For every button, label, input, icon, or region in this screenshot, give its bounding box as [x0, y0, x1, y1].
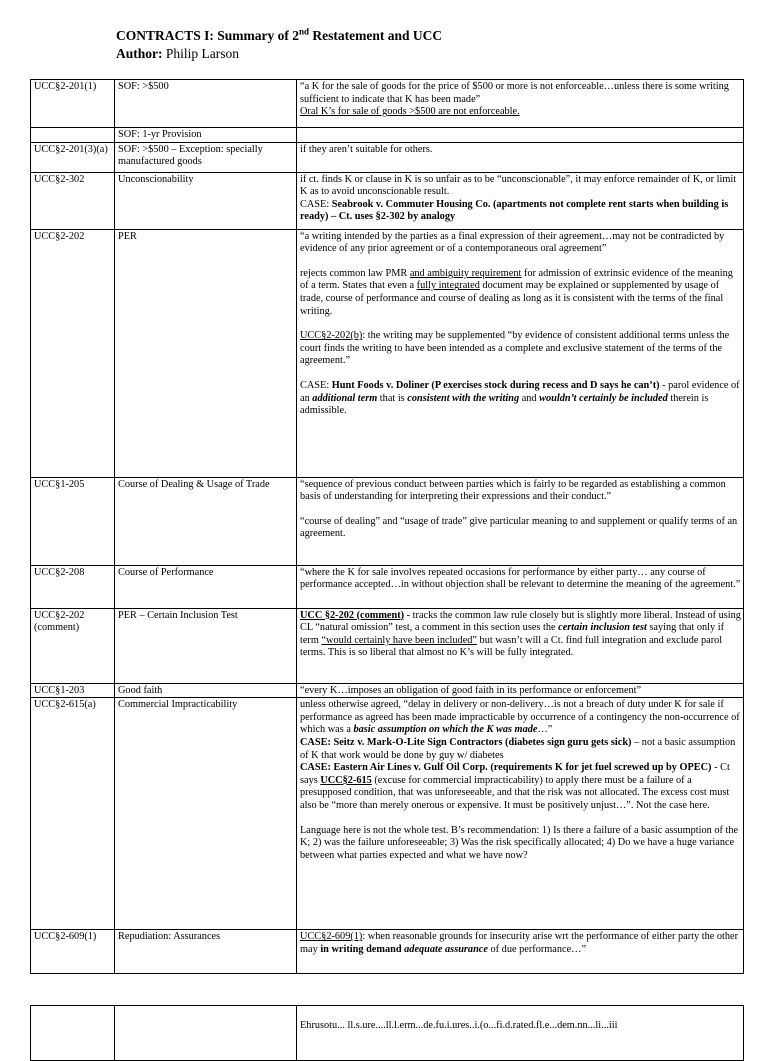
description-cell: “every K…imposes an obligation of good faith in its performance or enforcement” [297, 683, 744, 698]
code-cell: UCC§2-202 [31, 229, 115, 477]
table-row [31, 608, 744, 683]
description-cell: “a writing intended by the parties as a final expression of their agreement…may not be contradicted by evidence of any prior agreement or of a contemporaneous oral agreement” rejects common law PMR and ambiguity requirement for admission of extrinsic evidence of the meaning of a term. States that even a fully integrated document may be explained or supplemented by usage of trade, course of performance and course of dealing as long as it is consistent with the terms of the final writing. UCC§2-202(b): the writing may be supplemented “by evidence of consistent additional terms unless the court finds the writing to have been intended as a complete and exclusive statement of the terms of the agreement.” CASE: Hunt Foods v. Doliner (P exercises stock during recess and D says he can’t) - parol evidence of an additional term that is consistent with the writing and wouldn’t certainly be included therein is admissible. [297, 229, 744, 477]
topic-cell [115, 1006, 297, 1061]
table-row [31, 1006, 744, 1061]
table-row [31, 565, 744, 608]
topic-cell: Course of Dealing & Usage of Trade [115, 477, 297, 565]
table-row [31, 142, 744, 172]
description-cell: if ct. finds K or clause in K is so unfair as to be “unconscionable”, it may enforce remainder of K, or limit K as to avoid unconscionable result. CASE: Seabrook v. Commuter Housing Co. (apartments not complete rent starts when building is ready) – Ct. uses §2-302 by analogy [297, 172, 744, 229]
code-cell: UCC§2-615(a) [31, 698, 115, 930]
topic-cell: Good faith [115, 683, 297, 698]
table-row [31, 172, 744, 229]
table-row [31, 80, 744, 128]
table-row [31, 128, 744, 143]
topic-cell: SOF: >$500 [115, 80, 297, 128]
topic-cell: Unconscionability [115, 172, 297, 229]
topic-cell: SOF: 1-yr Provision [115, 128, 297, 143]
code-cell: UCC§2-202 (comment) [31, 608, 115, 683]
description-cell: unless otherwise agreed, “delay in delivery or non-delivery…is not a breach of duty under K for sale if performance as agreed has been made impracticable by occurrence of a contingency the non-occurrence of which was a basic assumption on which the K was made…” CASE: Seitz v. Mark-O-Lite Sign Contractors (diabetes sign guru gets sick) – not a basic assumption of K that work would be done by guy w/ diabetes CASE: Eastern Air Lines v. Gulf Oil Corp. (requirements K for jet fuel screwed up by OPEC) - Ct says UCC§2-615 (excuse for commercial impracticability) to apply there must be a failure of a presupposed condition, that was unforeseeable, and that the risk was not allocated. The excess cost must also be “more than merely onerous or expensive. It must be positively unjust…”. Not the case here. Language here is not the whole test. B’s recommendation: 1) Is there a failure of a basic assumption of the K; 2) was the failure unforeseeable; 3) Was the risk specifically allocated; 4) Do we have a huge variance between what parties expected and what we have now? [297, 698, 744, 930]
code-cell: UCC§2-201(1) [31, 80, 115, 128]
code-cell: UCC§2-302 [31, 172, 115, 229]
topic-cell: Repudiation: Assurances [115, 930, 297, 974]
code-cell: UCC§2-208 [31, 565, 115, 608]
description-cell: “sequence of previous conduct between parties which is fairly to be regarded as establishing a common basis of understanding for interpreting their expressions and their conduct.” “course of dealing” and “usage of trade” give particular meaning to and supplement or qualify terms of an agreement. [297, 477, 744, 565]
description-cell: “where the K for sale involves repeated occasions for performance by either party… any course of performance accepted…in without objection shall be relevant to determine the meaning of the agreement.” [297, 565, 744, 608]
table-row [31, 477, 744, 565]
document-title: CONTRACTS I: Summary of 2nd Restatement and UCC [116, 26, 443, 43]
topic-cell: SOF: >$500 – Exception: specially manufactured goods [115, 142, 297, 172]
code-cell: UCC§1-205 [31, 477, 115, 565]
table-row [31, 930, 744, 974]
description-cell: Ehrusotu... ll.s.ure....ll.l.erm...de.fu.i.ures..i.(o...fi.d.rated.fl.e...dem.nn...li...iii [297, 1006, 744, 1061]
topic-cell: Course of Performance [115, 565, 297, 608]
code-cell: UCC§2-609(1) [31, 930, 115, 974]
topic-cell: PER [115, 229, 297, 477]
table-row [31, 229, 744, 477]
description-cell: “a K for the sale of goods for the price of $500 or more is not enforceable…unless there is some writing sufficient to indicate that K has been made” Oral K’s for sale of goods >$500 are not enforceable. [297, 80, 744, 128]
topic-cell: PER – Certain Inclusion Test [115, 608, 297, 683]
code-cell: UCC§2-201(3)(a) [31, 142, 115, 172]
code-cell: UCC§1-203 [31, 683, 115, 698]
code-cell [31, 128, 115, 143]
table-row [31, 698, 744, 930]
description-cell [297, 128, 744, 143]
description-cell: UCC§2-609(1): when reasonable grounds for insecurity arise wrt the performance of either party the other may in writing demand adequate assurance of due performance…” [297, 930, 744, 974]
description-cell: if they aren’t suitable for others. [297, 142, 744, 172]
table-row [31, 683, 744, 698]
document-author: Author: Philip Larson [116, 46, 239, 61]
next-table [30, 1005, 744, 1061]
summary-table [30, 79, 744, 974]
code-cell [31, 1006, 115, 1061]
description-cell: UCC §2-202 (comment) - tracks the common law rule closely but is slightly more liberal. Instead of using CL “natural omission” test, a comment in this section uses the certain inclusion test saying that only if term “would certainly have been included” but wasn’t will a Ct. find full integration and exclude parol terms. This is so liberal that almost no K’s will be fully integrated. [297, 608, 744, 683]
topic-cell: Commercial Impracticability [115, 698, 297, 930]
